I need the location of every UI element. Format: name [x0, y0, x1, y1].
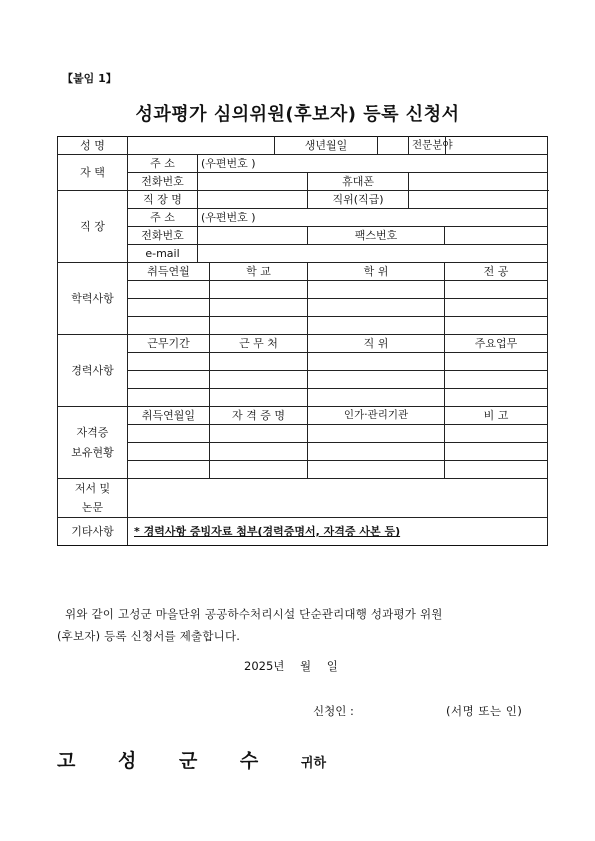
- etc-row: [58, 518, 548, 546]
- education-row: [58, 299, 548, 317]
- education-cell[interactable]: [128, 299, 210, 317]
- license-header: 자 격 증 명: [210, 407, 308, 425]
- recipient-suffix: 귀하: [300, 756, 327, 771]
- license-header: 인가·관리기관: [308, 407, 445, 425]
- license-section-line2: 보유현황: [71, 445, 114, 459]
- career-header: 주요업무: [445, 335, 548, 353]
- work-phone-row: [58, 227, 548, 245]
- license-cell[interactable]: [445, 443, 548, 461]
- education-cell[interactable]: [128, 317, 210, 335]
- company-input[interactable]: [198, 191, 308, 209]
- education-cell[interactable]: [445, 317, 548, 335]
- birth-input-cell[interactable]: [378, 137, 409, 155]
- license-cell[interactable]: [308, 461, 445, 479]
- education-header: 전 공: [445, 263, 548, 281]
- name-label: 성 명: [58, 137, 128, 155]
- education-cell[interactable]: [210, 281, 308, 299]
- license-cell[interactable]: [445, 425, 548, 443]
- career-cell[interactable]: [128, 371, 210, 389]
- application-form-table: [57, 136, 548, 546]
- home-address-label: 주 소: [128, 155, 198, 173]
- license-section-label: [58, 407, 128, 479]
- license-cell[interactable]: [210, 425, 308, 443]
- sign-hint: (서명 또는 인): [446, 704, 523, 718]
- career-section-label: 경력사항: [58, 335, 128, 407]
- career-row: [58, 353, 548, 371]
- email-input[interactable]: [198, 245, 548, 263]
- company-label: 직 장 명: [128, 191, 198, 209]
- license-header: 취득연월일: [128, 407, 210, 425]
- home-section-label: 자 택: [58, 155, 128, 191]
- license-cell[interactable]: [128, 461, 210, 479]
- career-header: 근 무 처: [210, 335, 308, 353]
- papers-row: [58, 479, 548, 518]
- home-phone-label: 전화번호: [128, 173, 198, 191]
- career-header: 근무기간: [128, 335, 210, 353]
- etc-label: 기타사항: [58, 518, 128, 546]
- license-header-row: [58, 407, 548, 425]
- field-label: 전문분야: [409, 137, 446, 155]
- license-row: [58, 461, 548, 479]
- home-phone-row: [58, 173, 548, 191]
- education-header: 학 교: [210, 263, 308, 281]
- career-cell[interactable]: [128, 353, 210, 371]
- education-cell[interactable]: [308, 299, 445, 317]
- license-cell[interactable]: [308, 425, 445, 443]
- education-cell[interactable]: [308, 281, 445, 299]
- name-row: [58, 137, 548, 155]
- position-input[interactable]: [409, 191, 548, 209]
- work-phone-label: 전화번호: [128, 227, 198, 245]
- career-row: [58, 371, 548, 389]
- mobile-label: 휴대폰: [308, 173, 409, 191]
- career-cell[interactable]: [445, 389, 548, 407]
- education-header-row: [58, 263, 548, 281]
- education-cell[interactable]: [128, 281, 210, 299]
- papers-input[interactable]: [128, 479, 548, 518]
- work-phone-input[interactable]: [198, 227, 308, 245]
- page-title: 성과평가 심의위원(후보자) 등록 신청서: [135, 104, 460, 125]
- recipient: [57, 746, 326, 773]
- license-cell[interactable]: [128, 443, 210, 461]
- etc-note: * 경력사항 증빙자료 첨부(경력증명서, 자격증 사본 등): [134, 525, 401, 538]
- work-address-label: 주 소: [128, 209, 198, 227]
- mobile-input[interactable]: [409, 173, 548, 191]
- career-cell[interactable]: [210, 371, 308, 389]
- education-cell[interactable]: [445, 299, 548, 317]
- license-cell[interactable]: [210, 461, 308, 479]
- date-line: 2025년 월 일: [244, 659, 338, 673]
- attachment-label: 【붙임 1】: [62, 72, 117, 85]
- work-section-label: 직 장: [58, 191, 128, 263]
- license-section-line1: 자격증: [76, 425, 109, 439]
- career-cell[interactable]: [308, 371, 445, 389]
- work-address-input[interactable]: (우편번호 ): [198, 209, 548, 227]
- license-header: 비 고: [445, 407, 548, 425]
- license-row: [58, 443, 548, 461]
- papers-label: [58, 479, 128, 518]
- home-phone-input[interactable]: [198, 173, 308, 191]
- applicant-label: 신청인 :: [313, 704, 354, 718]
- career-cell[interactable]: [445, 353, 548, 371]
- field-input-cell[interactable]: [446, 137, 548, 155]
- work-company-row: [58, 191, 548, 209]
- education-cell[interactable]: [210, 299, 308, 317]
- career-cell[interactable]: [128, 389, 210, 407]
- recipient-name: 고 성 군 수: [57, 750, 277, 772]
- career-cell[interactable]: [445, 371, 548, 389]
- statement-line1: 위와 같이 고성군 마을단위 공공하수처리시설 단순관리대행 성과평가 위원: [65, 607, 443, 621]
- papers-label-line1: 저서 및: [74, 482, 111, 495]
- license-cell[interactable]: [308, 443, 445, 461]
- fax-input[interactable]: [445, 227, 548, 245]
- career-header-row: [58, 335, 548, 353]
- fax-label: 팩스번호: [308, 227, 445, 245]
- work-email-row: [58, 245, 548, 263]
- name-input-cell[interactable]: [128, 137, 275, 155]
- license-cell[interactable]: [128, 425, 210, 443]
- education-section-label: 학력사항: [58, 263, 128, 335]
- career-cell[interactable]: [210, 389, 308, 407]
- home-address-input[interactable]: (우편번호 ): [198, 155, 548, 173]
- home-address-row: [58, 155, 548, 173]
- career-row: [58, 389, 548, 407]
- license-row: [58, 425, 548, 443]
- education-header: 취득연월: [128, 263, 210, 281]
- education-cell[interactable]: [445, 281, 548, 299]
- birth-label: 생년월일: [275, 137, 378, 155]
- papers-label-line2: 논문: [81, 501, 104, 514]
- license-cell[interactable]: [445, 461, 548, 479]
- statement-line2: (후보자) 등록 신청서를 제출합니다.: [57, 629, 241, 643]
- education-row: [58, 317, 548, 335]
- education-header: 학 위: [308, 263, 445, 281]
- work-address-row: [58, 209, 548, 227]
- career-cell[interactable]: [308, 389, 445, 407]
- education-row: [58, 281, 548, 299]
- education-cell[interactable]: [308, 317, 445, 335]
- career-cell[interactable]: [308, 353, 445, 371]
- statement-paragraph: [57, 603, 539, 647]
- career-header: 직 위: [308, 335, 445, 353]
- email-label: e-mail: [128, 245, 198, 263]
- education-cell[interactable]: [210, 317, 308, 335]
- position-label: 직위(직급): [308, 191, 409, 209]
- etc-note-cell[interactable]: [128, 518, 548, 546]
- license-cell[interactable]: [210, 443, 308, 461]
- career-cell[interactable]: [210, 353, 308, 371]
